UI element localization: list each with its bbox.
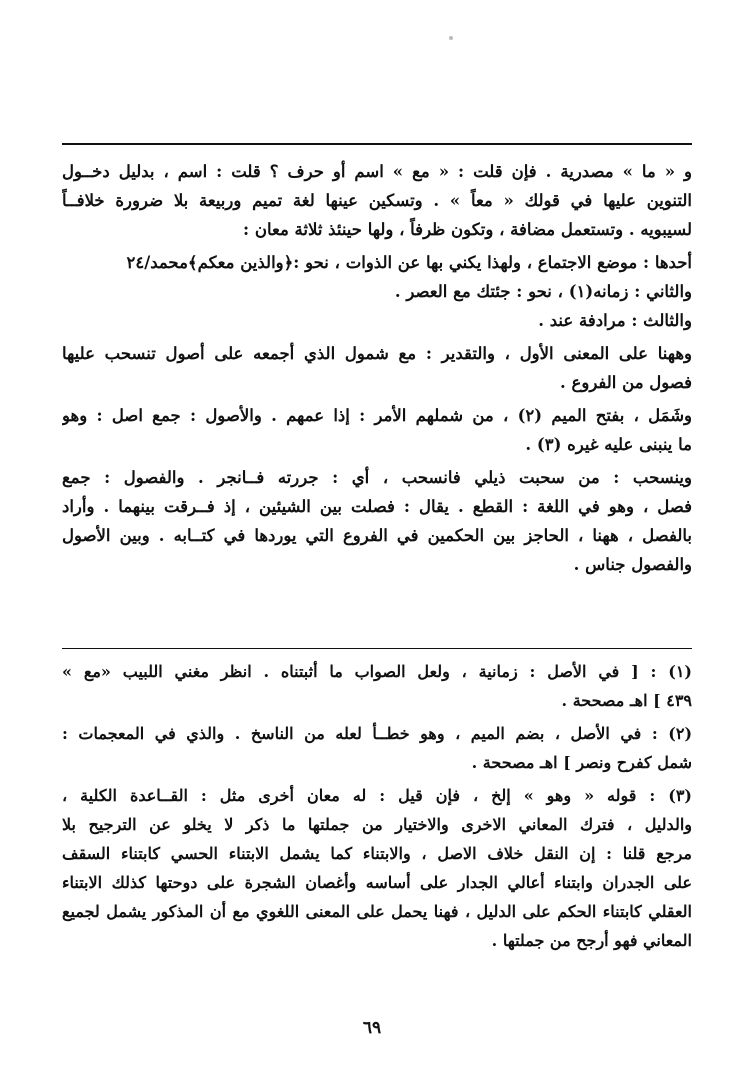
text-line: والثالث : مرادفة عند . <box>538 311 692 330</box>
footnote-rule <box>62 648 692 649</box>
footnote-line: والدليل ، فترك المعاني الاخرى والاختيار من جملتها ما ذكر لا يخلو عن الترجيح بلا <box>62 815 692 834</box>
text-line: لسيبويه . وتستعمل مضافة ، وتكون ظرفاً ، ولها حينئذ ثلاثة معان : <box>243 220 692 239</box>
text-line: ما ينبنى عليه غيره (٣) . <box>525 435 692 454</box>
footnote-line: شمل كفرح ونصر ] اهـ مصححة . <box>471 753 692 772</box>
text-line: والثاني : زمانه(١) ، نحو : جئتك مع العصر . <box>394 282 692 301</box>
footnote-line: مرجع قلنا : إن النقل خلاف الاصل ، والابتناء كما يشمل الابتناء الحسي كابتناء السقف <box>62 844 692 863</box>
footnote-line: (٣) : قوله « وهو » إلخ ، فإن قيل : له معان أخرى مثل : القــاعدة الكلية ، <box>62 786 692 805</box>
main-text <box>62 157 692 579</box>
footnote-line: على الجدران وابتناء أعالي الجدار على أساسه وأغصان الشجرة على دوحتها كذلك الابتناء <box>62 873 692 892</box>
scan-speck <box>449 36 453 40</box>
footnote-line: (١) : [ في الأصل : زمانية ، ولعل الصواب ما أثبتناه . انظر مغني اللبيب «مع » <box>62 662 692 681</box>
text-line: وههنا على المعنى الأول ، والتقدير : مع شمول الذي أجمعه على أصول تنسحب عليها <box>62 344 692 363</box>
footnotes <box>62 657 692 959</box>
text-line: و « ما » مصدرية . فإن قلت : « مع » اسم أو حرف ؟ قلت : اسم ، بدليل دخــول <box>62 162 692 181</box>
footnote-line: ٤٣٩ ] اهـ مصححة . <box>561 691 692 710</box>
text-line: التنوين عليها في قولك « معاً » . وتسكين عينها لغة تميم وربيعة بلا ضرورة خلافــاً <box>62 191 692 210</box>
header-rule <box>62 143 692 145</box>
text-line: بالفصل ، ههنا ، الحاجز بين الحكمين في الفروع التي يوردها في كتــابه . وبين الأصول <box>62 526 692 545</box>
text-line: أحدها : موضع الاجتماع ، ولهذا يكني بها عن الذوات ، نحو :﴿والذين معكم﴾محمد/٢٤ <box>126 253 692 272</box>
page-number: ٦٩ <box>362 1018 382 1038</box>
footnote-line: المعاني فهو أرجح من جملتها . <box>491 931 692 950</box>
footnote-line: العقلي كابتناء الحكم على الدليل ، فهنا يحمل على المعنى اللغوي مع أن المذكور يشمل لجميع <box>62 902 692 921</box>
text-line: والفصول جناس . <box>573 555 692 574</box>
text-line: وينسحب : من سحبت ذيلي فانسحب ، أي : جررته فــانجر . والفصول : جمع <box>62 468 692 487</box>
text-line: فصل ، وهو في اللغة : القطع . يقال : فصلت بين الشيئين ، إذ فــرقت بينهما . وأراد <box>62 497 692 516</box>
text-line: فصول من الفروع . <box>560 373 692 392</box>
footnote-line: (٢) : في الأصل ، بضم الميم ، وهو خطــأ لعله من الناسخ . والذي في المعجمات : <box>62 724 692 743</box>
text-line: وشَمَل ، بفتح الميم (٢) ، من شملهم الأمر : إذا عمهم . والأصول : جمع اصل : وهو <box>62 406 692 425</box>
